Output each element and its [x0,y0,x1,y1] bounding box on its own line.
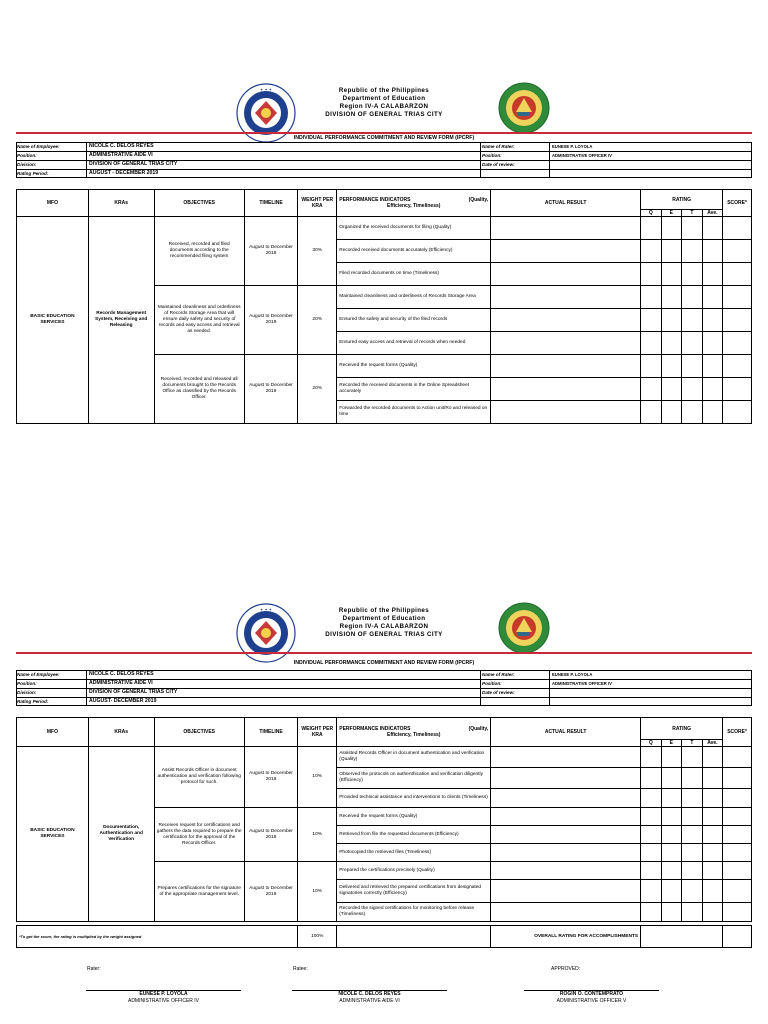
rating-q-cell[interactable] [641,826,662,844]
col-objectives: OBJECTIVES [154,718,244,747]
col-weight: WEIGHT PER KRA [298,190,337,217]
score-cell[interactable] [723,880,752,903]
indicator-cell: Filed recorded documents on time (Timeliness) [337,263,491,286]
period-label: Rating Period: [17,170,49,176]
indicator-cell: Photocopied the retrieved files (Timeliness) [337,844,491,862]
period-value: AUGUST - DECEMBER 2019 [89,170,159,177]
col-mfo: MFO [17,190,89,217]
rater-name: EUNESE P. LOYOLA [552,144,593,149]
kra-cell: Records Management System, Receiving and Releasing [88,217,154,424]
indicator-cell: Recorded received documents accurately (Efficiency) [337,240,491,263]
rating-t-cell[interactable] [682,401,703,424]
rating-t-cell[interactable] [682,378,703,401]
rater-sign-name: EUNESE P. LOYOLA [139,991,188,997]
rating-q-cell[interactable] [641,378,662,401]
rating-q-cell[interactable] [641,768,662,789]
rating-q-cell[interactable] [641,332,662,355]
actual-result-cell[interactable] [491,880,641,903]
rating-e-cell[interactable] [661,880,682,903]
indicator-cell: Maintained cleanliness and orderliness of Records Storage Area [337,286,491,309]
form-title: INDIVIDUAL PERFORMANCE COMMITMENT AND REVIEW FORM (IPCRF) [293,660,475,666]
indicator-cell: Assisted Records Officer in document authentication and verification (Quality) [337,747,491,768]
rater-position: ADMINISTRATIVE OFFICER IV [552,153,612,158]
rating-e-cell[interactable] [661,263,682,286]
actual-result-cell[interactable] [491,789,641,808]
rating-t-cell[interactable] [682,862,703,880]
division-label: Division: [17,161,37,167]
actual-result-cell[interactable] [491,309,641,332]
rating-t-cell[interactable] [682,844,703,862]
header-region: Region IV-A CALABARZON [339,103,429,111]
rating-e-cell[interactable] [661,378,682,401]
score-cell[interactable] [723,808,752,826]
performance-table [16,189,752,424]
rating-q-cell[interactable] [641,263,662,286]
objective-cell: Received, recorded and released all documents brought to the Records Office as classified by the Records Officer. [154,355,244,424]
actual-result-cell[interactable] [491,401,641,424]
rating-t-cell[interactable] [682,808,703,826]
rating-ave-cell[interactable] [702,789,723,808]
table-row [17,217,752,240]
ratee-sign-title: ADMINISTRATIVE AIDE VI [339,998,400,1004]
ipcrf-page-2 [0,600,768,1004]
svg-text:✦ ✦ ✦: ✦ ✦ ✦ [259,87,273,92]
rating-e-cell[interactable] [661,789,682,808]
score-cell[interactable] [723,309,752,332]
total-weight: 100% [298,926,337,948]
form-title: INDIVIDUAL PERFORMANCE COMMITMENT AND REVIEW FORM (IPCRF) [293,135,475,141]
col-q: Q [641,740,662,747]
rating-q-cell[interactable] [641,217,662,240]
approver-sign-name: ROGIN O. CONTEMPRATO [559,991,624,997]
indicators-quality: (Quality, [468,197,489,203]
indicator-cell: Delivered and retrieved the prepared certifications from designated signatories correctly (Efficiency) [337,880,491,903]
division-value: DIVISION OF GENERAL TRIAS CITY [89,689,178,696]
col-objectives: OBJECTIVES [154,190,244,217]
division-label: Division: [17,689,37,695]
rating-e-cell[interactable] [661,332,682,355]
actual-result-cell[interactable] [491,355,641,378]
indicators-sub: Efficiency, Timeliness) [386,203,441,209]
rating-ave-cell[interactable] [702,808,723,826]
approved-sign-label: APPROVED: [551,966,581,972]
employee-name: NICOLE C. DELOS REYES [89,143,154,150]
timeline-cell: August to December 2019 [244,355,297,424]
review-date-label: Date of review: [482,689,515,695]
rating-ave-cell[interactable] [702,217,723,240]
review-date-label: Date of review: [482,161,515,167]
actual-result-cell[interactable] [491,240,641,263]
score-cell[interactable] [723,768,752,789]
overall-score-value[interactable] [723,926,752,948]
rating-t-cell[interactable] [682,240,703,263]
header-department: Department of Education [342,615,426,623]
actual-result-cell[interactable] [491,378,641,401]
header-division: DIVISION OF GENERAL TRIAS CITY [325,631,443,639]
col-timeline: TIMELINE [244,190,297,217]
weight-cell: 10% [298,808,337,862]
ipcrf-page-1 [0,80,768,417]
rating-ave-cell[interactable] [702,880,723,903]
rating-ave-cell[interactable] [702,826,723,844]
header-division: DIVISION OF GENERAL TRIAS CITY [325,111,443,119]
header-republic: Republic of the Philippines [338,87,430,94]
col-t: T [682,740,703,747]
deped-seal-icon [236,603,296,663]
rating-q-cell[interactable] [641,309,662,332]
indicator-cell: Received the request forms (Quality) [337,808,491,826]
mfo-cell: BASIC EDUCATION SERVICES [17,747,89,922]
weight-cell: 10% [298,747,337,808]
col-e: E [661,210,682,217]
rater-label: Name of Rater: [482,143,515,149]
timeline-cell: August to December 2019 [244,217,297,286]
rater-name: EUNESE P. LOYOLA [552,672,593,677]
rating-ave-cell[interactable] [702,332,723,355]
weight-cell: 10% [298,862,337,922]
rater-sign-label: Rater: [87,966,101,972]
rating-t-cell[interactable] [682,880,703,903]
indicators-title: PERFORMANCE INDICATORS [339,197,411,203]
actual-result-cell[interactable] [491,217,641,240]
rating-q-cell[interactable] [641,862,662,880]
rating-t-cell[interactable] [682,217,703,240]
rating-ave-cell[interactable] [702,844,723,862]
indicator-cell: Received the request forms (Quality) [337,355,491,378]
rating-q-cell[interactable] [641,747,662,768]
rating-e-cell[interactable] [661,826,682,844]
rating-ave-cell[interactable] [702,903,723,922]
indicator-cell: Prepared the certifications precisely (Quality) [337,862,491,880]
division-seal-icon [498,602,550,654]
employee-label: Name of Employee: [17,671,60,677]
indicator-cell: Forwarded the recorded documents to Action unit/Ro and released on time [337,401,491,424]
rating-e-cell[interactable] [661,309,682,332]
total-row [17,926,752,948]
score-cell[interactable] [723,217,752,240]
overall-rating-label: OVERALL RATING FOR ACCOMPLISHMENTS [491,926,641,948]
rating-t-cell[interactable] [682,286,703,309]
actual-result-cell[interactable] [491,263,641,286]
rating-t-cell[interactable] [682,332,703,355]
employee-label: Name of Employee: [17,143,60,149]
score-cell[interactable] [723,903,752,922]
mfo-cell: BASIC EDUCATION SERVICES [17,217,89,424]
rating-ave-cell[interactable] [702,401,723,424]
employee-name: NICOLE C. DELOS REYES [89,671,154,678]
score-cell[interactable] [723,286,752,309]
rating-e-cell[interactable] [661,401,682,424]
col-actual: ACTUAL RESULT [491,190,641,217]
rating-q-cell[interactable] [641,240,662,263]
rating-e-cell[interactable] [661,808,682,826]
rating-ave-cell[interactable] [702,309,723,332]
indicators-quality: (Quality, [468,726,489,732]
rating-t-cell[interactable] [682,789,703,808]
indicator-cell: Ensured easy access and retrieval of records when needed [337,332,491,355]
form-header [0,600,768,652]
svg-text:✦ ✦ ✦: ✦ ✦ ✦ [259,607,273,612]
rating-q-cell[interactable] [641,286,662,309]
col-indicators [337,718,491,747]
objective-cell: Maintained cleanliness and orderliness of Records Storage Area that will ensure daily safety and security of records and easy access and retrieval as needed. [154,286,244,355]
total-indicator-cell [337,926,491,948]
objective-cell: Received, recorded and filed documents according to the recommended filing system [154,217,244,286]
deped-seal-icon [236,83,296,143]
period-label: Rating Period: [17,698,49,704]
indicator-cell: Ensured the safety and security of the filed records [337,309,491,332]
employee-info [16,142,752,178]
score-cell[interactable] [723,378,752,401]
form-header [0,80,768,132]
col-score: SCORE* [723,190,752,217]
rating-q-cell[interactable] [641,808,662,826]
approver-sign-title: ADMINISTRATIVE OFFICER V [556,998,627,1004]
rating-e-cell[interactable] [661,844,682,862]
header-republic: Republic of the Philippines [338,607,430,614]
ratee-sign-name: NICOLE C. DELOS REYES [338,991,401,997]
rating-q-cell[interactable] [641,880,662,903]
score-cell[interactable] [723,332,752,355]
actual-result-cell[interactable] [491,808,641,826]
score-cell[interactable] [723,862,752,880]
rating-t-cell[interactable] [682,747,703,768]
position-label: Position: [17,680,37,686]
rating-q-cell[interactable] [641,844,662,862]
rating-ave-cell[interactable] [702,768,723,789]
rating-t-cell[interactable] [682,903,703,922]
col-actual: ACTUAL RESULT [491,718,641,747]
rating-e-cell[interactable] [661,768,682,789]
col-timeline: TIMELINE [244,718,297,747]
rating-e-cell[interactable] [661,903,682,922]
indicator-cell: Observed the protocols on authenthication and verification diligently (Efficiency) [337,768,491,789]
objective-cell: Assist Records Officer in document authentication and verification following protocol for such. [154,747,244,808]
position-value: ADMINISTRATIVE AIDE VI [89,680,153,687]
position-value: ADMINISTRATIVE AIDE VI [89,152,153,159]
rating-ave-cell[interactable] [702,378,723,401]
objective-cell: Prepares certifications for the signature of the appropriate management level. [154,862,244,922]
timeline-cell: August to December 2019 [244,862,297,922]
score-cell[interactable] [723,789,752,808]
actual-result-cell[interactable] [491,862,641,880]
rating-q-cell[interactable] [641,401,662,424]
header-department: Department of Education [342,95,426,103]
score-cell[interactable] [723,844,752,862]
kra-cell: Documentation, Authentication and Verification [88,747,154,922]
indicators-sub: Efficiency, Timeliness) [386,732,441,738]
header-divider [16,132,752,134]
rating-t-cell[interactable] [682,768,703,789]
rating-t-cell[interactable] [682,263,703,286]
rating-q-cell[interactable] [641,789,662,808]
rating-t-cell[interactable] [682,826,703,844]
overall-rating-value[interactable] [641,926,723,948]
col-indicators [337,190,491,217]
performance-table [16,717,752,948]
indicator-cell: Recorded the received documents in the Online Spreadsheet accurately [337,378,491,401]
indicator-cell: Organized the received documents for filing (Quality) [337,217,491,240]
score-cell[interactable] [723,240,752,263]
indicator-cell: Retrieved from file the requested documents (Efficiency) [337,826,491,844]
col-rating: RATING [641,190,723,210]
col-score: SCORE* [723,718,752,747]
timeline-cell: August to December 2019 [244,747,297,808]
weight-cell: 20% [298,355,337,424]
actual-result-cell[interactable] [491,903,641,922]
rater-sign-title: ADMINISTRATIVE OFFICER IV [127,998,200,1004]
objective-cell: Receives request for certifications and gathers the data required to prepare the certification for the approval of the Records Officer. [154,808,244,862]
col-mfo: MFO [17,718,89,747]
period-value: AUGUST- DECEMBER 2019 [89,698,157,705]
score-cell[interactable] [723,747,752,768]
header-region: Region IV-A CALABARZON [339,623,429,631]
col-ave: Ave. [702,740,723,747]
rater-position: ADMINISTRATIVE OFFICER IV [552,681,612,686]
indicator-cell: Provided technical assistance and interventions to clients (Timeliness) [337,789,491,808]
rating-e-cell[interactable] [661,747,682,768]
actual-result-cell[interactable] [491,844,641,862]
rating-ave-cell[interactable] [702,355,723,378]
col-ave: Ave. [702,210,723,217]
table-row [17,747,752,768]
weight-cell: 30% [298,217,337,286]
rating-e-cell[interactable] [661,240,682,263]
col-q: Q [641,210,662,217]
rating-q-cell[interactable] [641,903,662,922]
employee-info [16,670,752,706]
footnote: *To get the score, the rating is multiplied by the weight assigned [17,926,298,948]
rater-position-label: Position: [482,152,502,158]
actual-result-cell[interactable] [491,826,641,844]
timeline-cell: August to December 2019 [244,808,297,862]
rating-ave-cell[interactable] [702,862,723,880]
col-kras: KRAs [88,718,154,747]
rating-e-cell[interactable] [661,355,682,378]
rating-e-cell[interactable] [661,862,682,880]
header-text [300,607,468,639]
indicators-title: PERFORMANCE INDICATORS [339,726,411,732]
actual-result-cell[interactable] [491,768,641,789]
col-kras: KRAs [88,190,154,217]
weight-cell: 20% [298,286,337,355]
col-rating: RATING [641,718,723,740]
rating-ave-cell[interactable] [702,240,723,263]
timeline-cell: August to December 2019 [244,286,297,355]
col-t: T [682,210,703,217]
actual-result-cell[interactable] [491,332,641,355]
division-value: DIVISION OF GENERAL TRIAS CITY [89,161,178,168]
division-seal-icon [498,82,550,134]
actual-result-cell[interactable] [491,747,641,768]
rating-ave-cell[interactable] [702,263,723,286]
col-weight: WEIGHT PER KRA [298,718,337,747]
rating-e-cell[interactable] [661,217,682,240]
score-cell[interactable] [723,263,752,286]
score-cell[interactable] [723,826,752,844]
position-label: Position: [17,152,37,158]
header-divider [16,652,752,654]
rating-e-cell[interactable] [661,286,682,309]
rating-q-cell[interactable] [641,355,662,378]
score-cell[interactable] [723,355,752,378]
score-cell[interactable] [723,401,752,424]
col-e: E [661,740,682,747]
ratee-sign-label: Ratee: [293,966,308,972]
actual-result-cell[interactable] [491,286,641,309]
rating-t-cell[interactable] [682,355,703,378]
rating-ave-cell[interactable] [702,286,723,309]
rater-label: Name of Rater: [482,671,515,677]
rating-t-cell[interactable] [682,309,703,332]
header-text [300,87,468,119]
rater-position-label: Position: [482,680,502,686]
indicator-cell: Recorded the signed certifications for monitoring before release (Timeliness) [337,903,491,922]
rating-ave-cell[interactable] [702,747,723,768]
